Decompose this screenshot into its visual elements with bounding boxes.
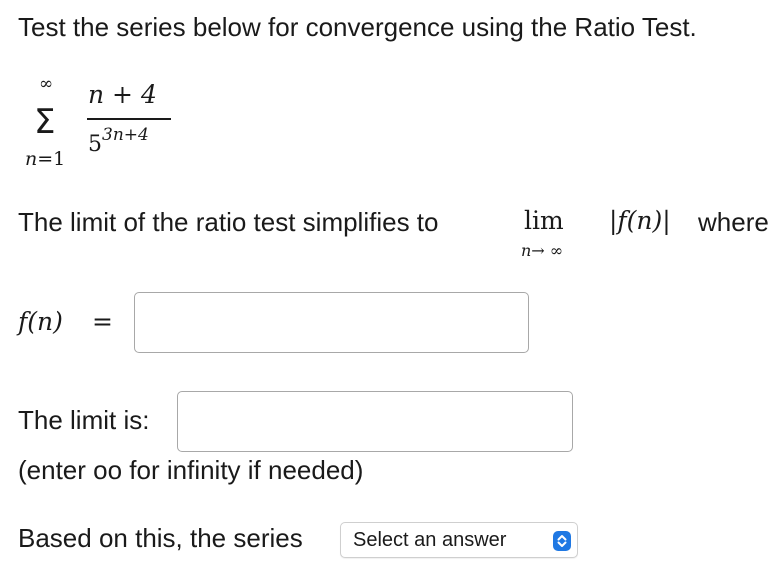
lim-operator: lim bbox=[524, 206, 564, 235]
sum-index-variable: n bbox=[25, 148, 38, 170]
abs-f-of-n: |f(n)| bbox=[609, 206, 671, 235]
limit-statement-text: The limit of the ratio test simplifies to bbox=[18, 207, 439, 237]
denominator-exponent: 3n+4 bbox=[102, 125, 149, 145]
limit-answer-input[interactable] bbox=[177, 391, 573, 452]
fn-label: f(n) bbox=[18, 307, 63, 336]
conclusion-label: Based on this, the series bbox=[18, 523, 303, 553]
fn-answer-input[interactable] bbox=[134, 292, 529, 353]
fraction-numerator: n + 4 bbox=[88, 80, 157, 109]
conclusion-select[interactable] bbox=[340, 522, 578, 558]
infinity-hint: (enter oo for infinity if needed) bbox=[18, 455, 364, 485]
sum-index-start: =1 bbox=[37, 148, 66, 170]
series-expression bbox=[14, 76, 214, 176]
limit-label: The limit is: bbox=[18, 405, 150, 435]
sigma-symbol: Σ bbox=[34, 102, 56, 142]
denominator-base: 5 bbox=[88, 132, 102, 157]
question-prompt: Test the series below for convergence using the Ratio Test. bbox=[18, 12, 697, 42]
chevron-up-down-icon bbox=[553, 531, 571, 551]
sum-upper-limit: ∞ bbox=[39, 74, 54, 94]
sum-lower-limit bbox=[25, 150, 65, 169]
select-current-value: Select an answer bbox=[353, 528, 507, 551]
lim-subscript: n→ ∞ bbox=[521, 241, 564, 260]
where-text: where bbox=[698, 207, 769, 237]
fraction-bar bbox=[87, 118, 171, 120]
fn-equals-sign: = bbox=[92, 307, 113, 336]
